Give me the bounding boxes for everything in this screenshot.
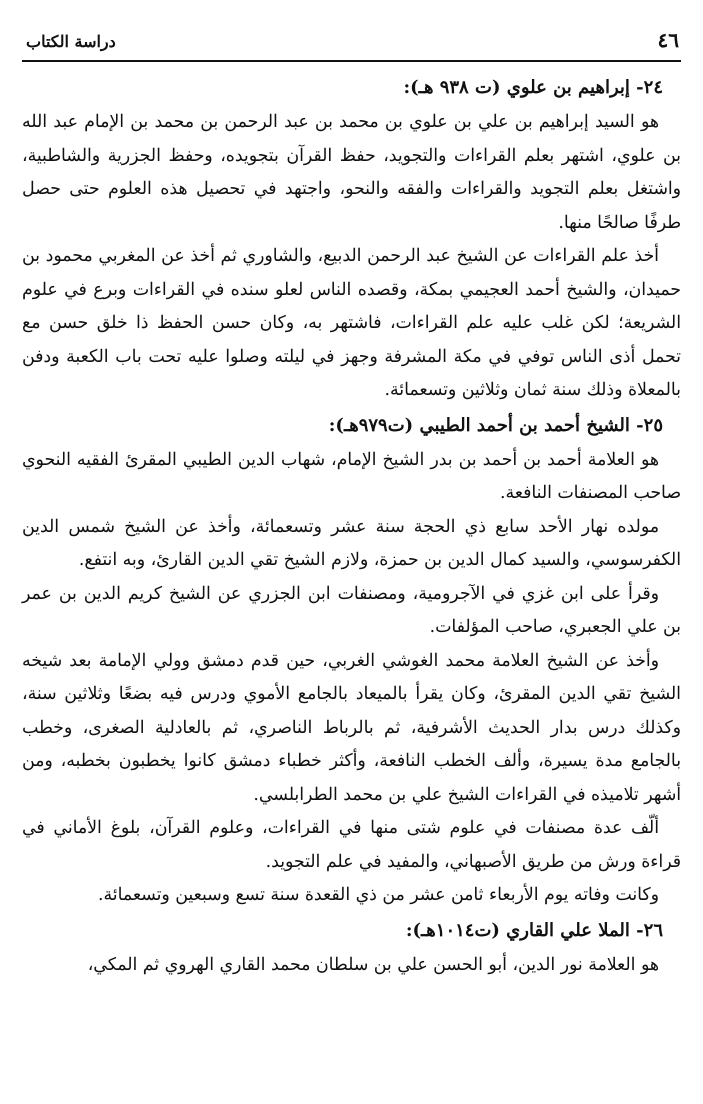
paragraph: هو العلامة أحمد بن أحمد بن بدر الشيخ الإمام، شهاب الدين الطيبي المقرئ الفقيه النحوي صاحب المصنفات النافعة. bbox=[22, 449, 681, 503]
paragraph: ألّف عدة مصنفات في علوم شتى منها في القراءات، وعلوم القرآن، بلوغ الأماني في قراءة ورش من طريق الأصبهاني، والمفيد في علم التجويد. bbox=[22, 818, 681, 872]
section-heading: ٢٥- الشيخ أحمد بن أحمد الطيبي (ت٩٧٩هـ): bbox=[328, 414, 663, 436]
page-number: ٤٦ bbox=[657, 28, 679, 52]
page-content bbox=[22, 70, 681, 982]
paragraph: وكانت وفاته يوم الأربعاء ثامن عشر من ذي القعدة سنة تسع وسبعين وتسعمائة. bbox=[98, 885, 659, 905]
section-heading: ٢٤- إبراهيم بن علوي (ت ٩٣٨ هـ): bbox=[403, 77, 663, 98]
paragraph: هو السيد إبراهيم بن علي بن علوي بن محمد بن عبد الرحمن بن محمد بن الإمام عبد الله بن علوي، اشتهر بعلم القراءات والتجويد، حفظ القرآن بتجويده، وحفظ الجزرية والشاطبية، واشتغل بعلم التجويد والقراءات والفقه والنحو، واجتهد في تحصيل هذه العلوم حتى حصل طرفًا صالحًا منها. bbox=[22, 112, 681, 233]
paragraph: هو العلامة نور الدين، أبو الحسن علي بن سلطان محمد القاري الهروي ثم المكي، bbox=[87, 954, 659, 975]
section-heading: ٢٦- الملا علي القاري (ت١٠١٤هـ): bbox=[405, 919, 663, 941]
paragraph: وأخذ عن الشيخ العلامة محمد الغوشي الغربي، حين قدم دمشق وولي الإمامة بعد شيخه الشيخ تقي الدين المقرئ، وكان يقرأ بالميعاد بالجامع الأموي ودرس فيه بضعًا وثلاثين سنة، وكذلك درس بدار الحديث الأشرفية، ثم بالرباط الناصري، ثم بالعادلية الصغرى، وخطب بالجامع مدة يسيرة، وألف الخطب النافعة، وأكثر خطباء دمشق كانوا يخطبون بخطبه، ومن أشهر تلاميذه في القراءات الشيخ علي بن محمد الطرابلسي. bbox=[22, 650, 681, 805]
page-header bbox=[22, 26, 681, 62]
paragraph: مولده نهار الأحد سابع ذي الحجة سنة عشر وتسعمائة، وأخذ عن الشيخ شمس الدين الكفرسوسي، والسيد كمال الدين بن حمزة، ولازم الشيخ تقي الدين القارئ، وبه انتفع. bbox=[22, 516, 681, 570]
paragraph: أخذ علم القراءات عن الشيخ عبد الرحمن الدبيع، والشاوري ثم أخذ عن المغربي محمود بن حميدان، والشيخ أحمد العجيمي بمكة، وقصده الناس لعلو سنده في القراءات وبرع في علوم الشريعة؛ لكن غلب عليه علم القراءات، فاشتهر به، وكان حسن الحفظ ذا خلق حسن مع تحمل أذى الناس توفي في مكة المشرفة وجهز في ليلته وصلوا عليه تحت باب الكعبة ودفن بالمعلاة وذلك سنة ثمان وثلاثين وتسعمائة. bbox=[22, 246, 681, 400]
paragraph: وقرأ على ابن غزي في الآجرومية، ومصنفات ابن الجزري عن الشيخ كريم الدين بن عمر بن علي الجعبري، صاحب المؤلفات. bbox=[22, 583, 681, 637]
running-title: دراسة الكتاب bbox=[26, 32, 116, 51]
